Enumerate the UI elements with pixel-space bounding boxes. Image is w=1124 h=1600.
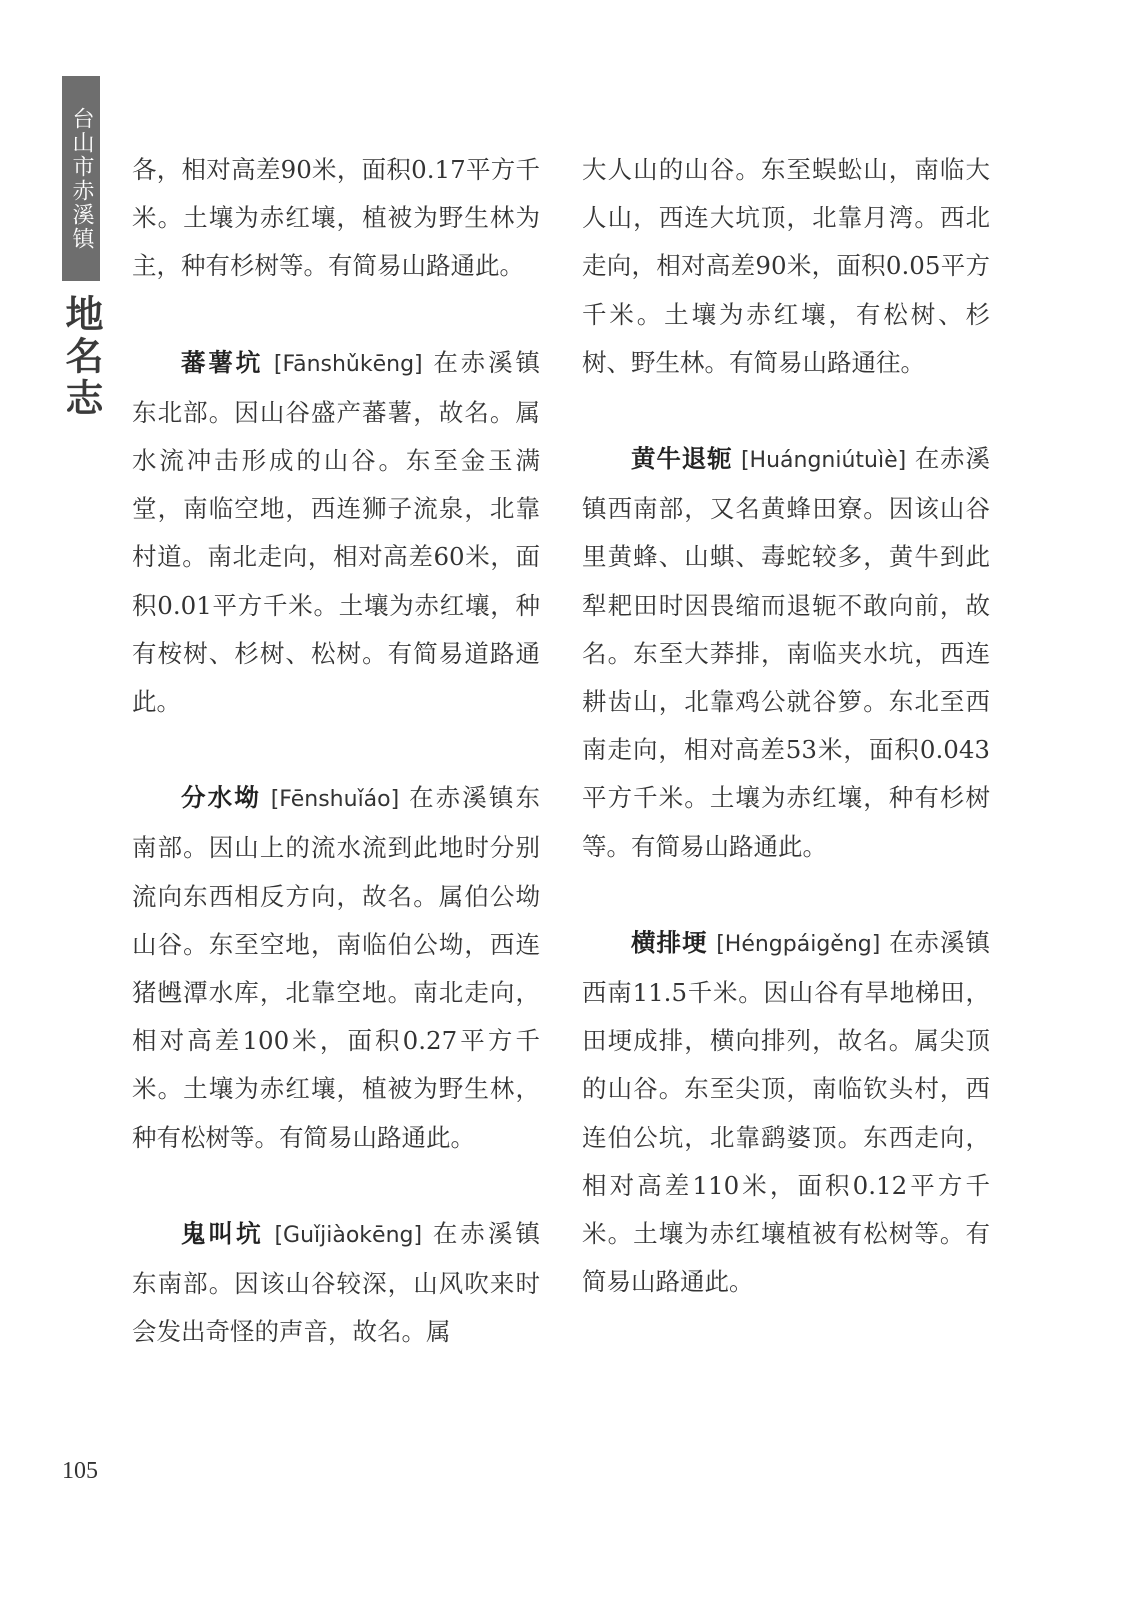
entry-term: 鬼叫坑 bbox=[181, 1218, 264, 1248]
entry-text: 在赤溪镇东南部。因该山谷较深，山风吹来时会发出奇怪的声音，故名。属 bbox=[132, 1218, 540, 1347]
entry-pinyin: [Héngpáigěng] bbox=[716, 931, 881, 957]
continuation-paragraph: 大人山的山谷。东至蜈蚣山，南临大人山，西连大坑顶，北靠月湾。西北走向，相对高差90米，面积0.05平方千米。土壤为赤红壤，有松树、杉树、野生林。有简易山路通往。 bbox=[582, 155, 990, 377]
entry-text: 在赤溪镇西南11.5千米。因山谷有旱地梯田，田埂成排，横向排列，故名。属尖顶的山谷。东至尖顶，南临钦头村，西连伯公坑，北靠鹞婆顶。东西走向，相对高差110米，面积0.12平方千米。土壤为赤红壤植被有松树等。有简易山路通此。 bbox=[582, 927, 990, 1297]
entry-pinyin: [Huángniútuìè] bbox=[740, 448, 907, 474]
entry-text: 在赤溪镇西南部，又名黄蜂田寮。因该山谷里黄蜂、山蜞、毒蛇较多，黄牛到此犁耙田时因畏缩而退轭不敢向前，故名。东至大莽排，南临夹水坑，西连耕齿山，北靠鸡公就谷箩。东北至西南走向，相对高差53米，面积0.043平方千米。土壤为赤红壤，种有杉树等。有简易山路通此。 bbox=[582, 444, 990, 861]
entry-term: 分水坳 bbox=[181, 783, 261, 813]
section-label: 台山市赤溪镇 bbox=[69, 106, 94, 251]
entry-pinyin: [Guǐjiàokēng] bbox=[274, 1222, 423, 1248]
continuation-paragraph: 各，相对高差90米，面积0.17平方千米。土壤为赤红壤，植被为野生林为主，种有杉树等。有简易山路通此。 bbox=[132, 155, 540, 281]
entry-huangniutuie bbox=[582, 435, 990, 871]
book-title-block bbox=[60, 292, 102, 422]
entry-fanshukeng bbox=[132, 339, 540, 727]
entry-pinyin: [Fānshǔkēng] bbox=[273, 351, 423, 377]
entry-text: 在赤溪镇东南部。因山上的流水流到此地时分别流向东西相反方向，故名。属伯公坳山谷。东至空地，南临伯公坳，西连猪乸潭水库，北靠空地。南北走向，相对高差100米，面积0.27平方千米。土壤为赤红壤，植被为野生林，种有松树等。有简易山路通此。 bbox=[132, 783, 540, 1152]
entry-hengpaigeng bbox=[582, 919, 990, 1307]
section-tab bbox=[62, 76, 100, 281]
entry-pinyin: [Fēnshuǐáo] bbox=[270, 787, 400, 813]
right-column bbox=[582, 146, 990, 1306]
entry-fenshuiao bbox=[132, 774, 540, 1162]
entry-term: 横排埂 bbox=[631, 927, 708, 957]
entry-text: 在赤溪镇东北部。因山谷盛产蕃薯，故名。属水流冲击形成的山谷。东至金玉满堂，南临空地，西连狮子流泉，北靠村道。南北走向，相对高差60米，面积0.01平方千米。土壤为赤红壤，种有桉树、杉树、松树。有简易道路通此。 bbox=[132, 347, 540, 717]
page-number: 105 bbox=[62, 1458, 98, 1484]
entry-term: 蕃薯坑 bbox=[181, 347, 264, 377]
book-title: 地名志 bbox=[59, 294, 103, 420]
entry-term: 黄牛退轭 bbox=[631, 444, 733, 474]
left-column bbox=[132, 146, 540, 1356]
entry-guijiaokeng bbox=[132, 1210, 540, 1357]
